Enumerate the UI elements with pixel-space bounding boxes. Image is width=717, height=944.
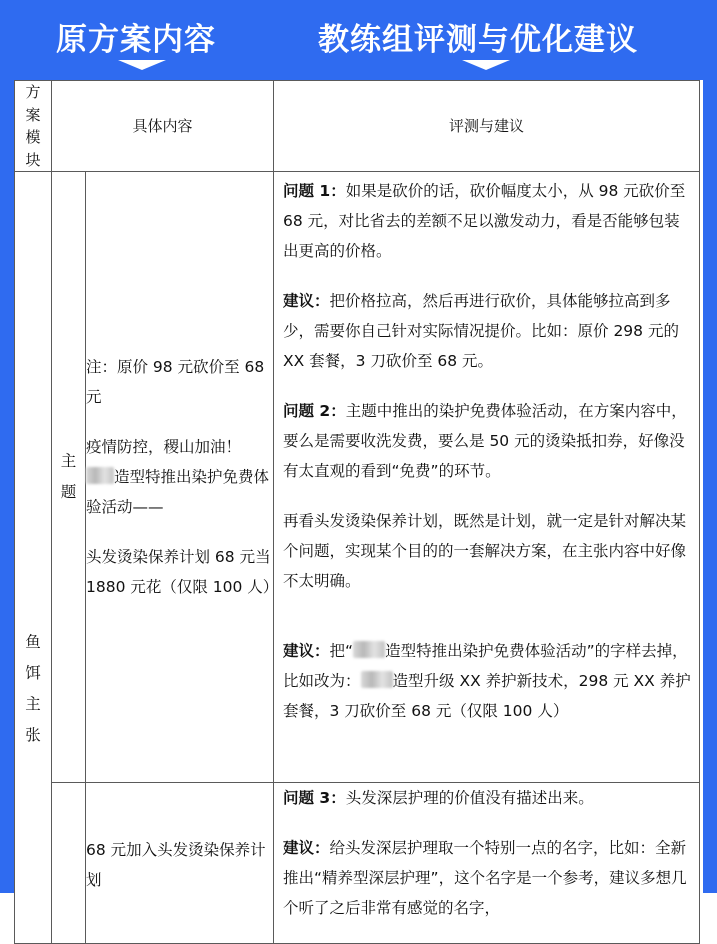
module-label: 鱼饵主张 [25,633,41,744]
suggestion-2 [283,636,693,726]
issue-2 [283,396,693,486]
blurred-brand-name [361,671,393,688]
original-plan-title: 原方案内容 [56,22,216,58]
blurred-brand-name [86,467,114,484]
table-header-row [15,81,700,172]
plan-join-cell [86,783,274,944]
issue-3-text: 头发深层护理的价值没有描述出来。 [345,789,594,807]
suggestion-3-text: 给头发深层护理取一个特别一点的名字，比如：全新推出“精养型深层护理”，这个名字是一个参考，建议多想几个听了之后非常有感觉的名字， [283,839,687,917]
suggestion-1 [283,286,693,376]
header [0,0,717,80]
suggestion-3 [283,833,693,923]
section-label-theme: 主题 [60,452,77,501]
section-cell-empty [52,783,86,944]
section-cell [52,172,86,783]
column-header-module-line2: 模块 [25,128,41,169]
issue-2-text: 主题中推出的染护免费体验活动，在方案内容中，要么是需要收洗发费，要么是 50 元的烫染抵扣券，好像没有太直观的看到“免费”的环节。 [283,402,687,480]
suggestion-2-label: 建议： [283,642,330,660]
blurred-brand-name [353,641,385,658]
down-arrow-icon [462,60,510,70]
table-row [15,172,700,783]
coach-evaluation-title: 教练组评测与优化建议 [318,22,638,58]
column-header-evaluation: 评测与建议 [274,81,700,172]
issue-1 [283,176,693,266]
down-arrow-icon [118,60,166,70]
issue-2-label: 问题 2： [283,402,346,420]
plan-join-text: 68 元加入头发烫染保养计划 [86,841,266,889]
suggestion-2-text-a: 把“ [329,642,354,660]
suggestion-1-text: 把价格拉高，然后再进行砍价，具体能够拉高到多少，需要你自己针对实际情况提价。比如：原价 298 元的 XX 套餐，3 刀砍价至 68 元。 [283,292,679,370]
price-note: 注：原价 98 元砍价至 68 元 [86,358,265,406]
column-header-content: 具体内容 [52,81,274,172]
column-header-module [15,81,52,172]
issue-1-text: 如果是砍价的话，砍价幅度太小，从 98 元砍价至 68 元，对比省去的差额不足以激发动力，看是否能够包装出更高的价格。 [283,182,686,260]
promo-line-text: 造型特推出染护免费体验活动—— [86,468,270,516]
slogan-text: 疫情防控，稷山加油！ [86,438,242,456]
promo-line [86,462,273,522]
table-row [15,783,700,944]
issue-3 [283,783,693,813]
plan-remark: 再看头发烫染保养计划，既然是计划，就一定是针对解决某个问题，实现某个目的的一套解决方案，在主张内容中好像不太明确。 [283,512,687,590]
suggestion-1-label: 建议： [283,292,330,310]
theme-evaluation-cell [274,172,700,783]
issue-3-label: 问题 3： [283,789,346,807]
suggestion-2-text-b: 造型特推出染护免费体验活动”的字样去掉，比如改为： [283,642,688,690]
module-cell [15,172,52,944]
issue-1-label: 问题 1： [283,182,346,200]
plan-evaluation-cell [274,783,700,944]
column-header-module-line1: 方案 [25,83,41,124]
suggestion-2-text-c: 造型升级 XX 养护新技术，298 元 XX 养护套餐，3 刀砍价至 68 元（仅限 100 人） [283,672,691,720]
theme-content-cell [86,172,279,783]
evaluation-table [14,80,700,944]
plan-offer: 头发烫染保养计划 68 元当 1880 元花（仅限 100 人） [86,548,279,596]
suggestion-3-label: 建议： [283,839,330,857]
evaluation-sheet [14,80,703,917]
